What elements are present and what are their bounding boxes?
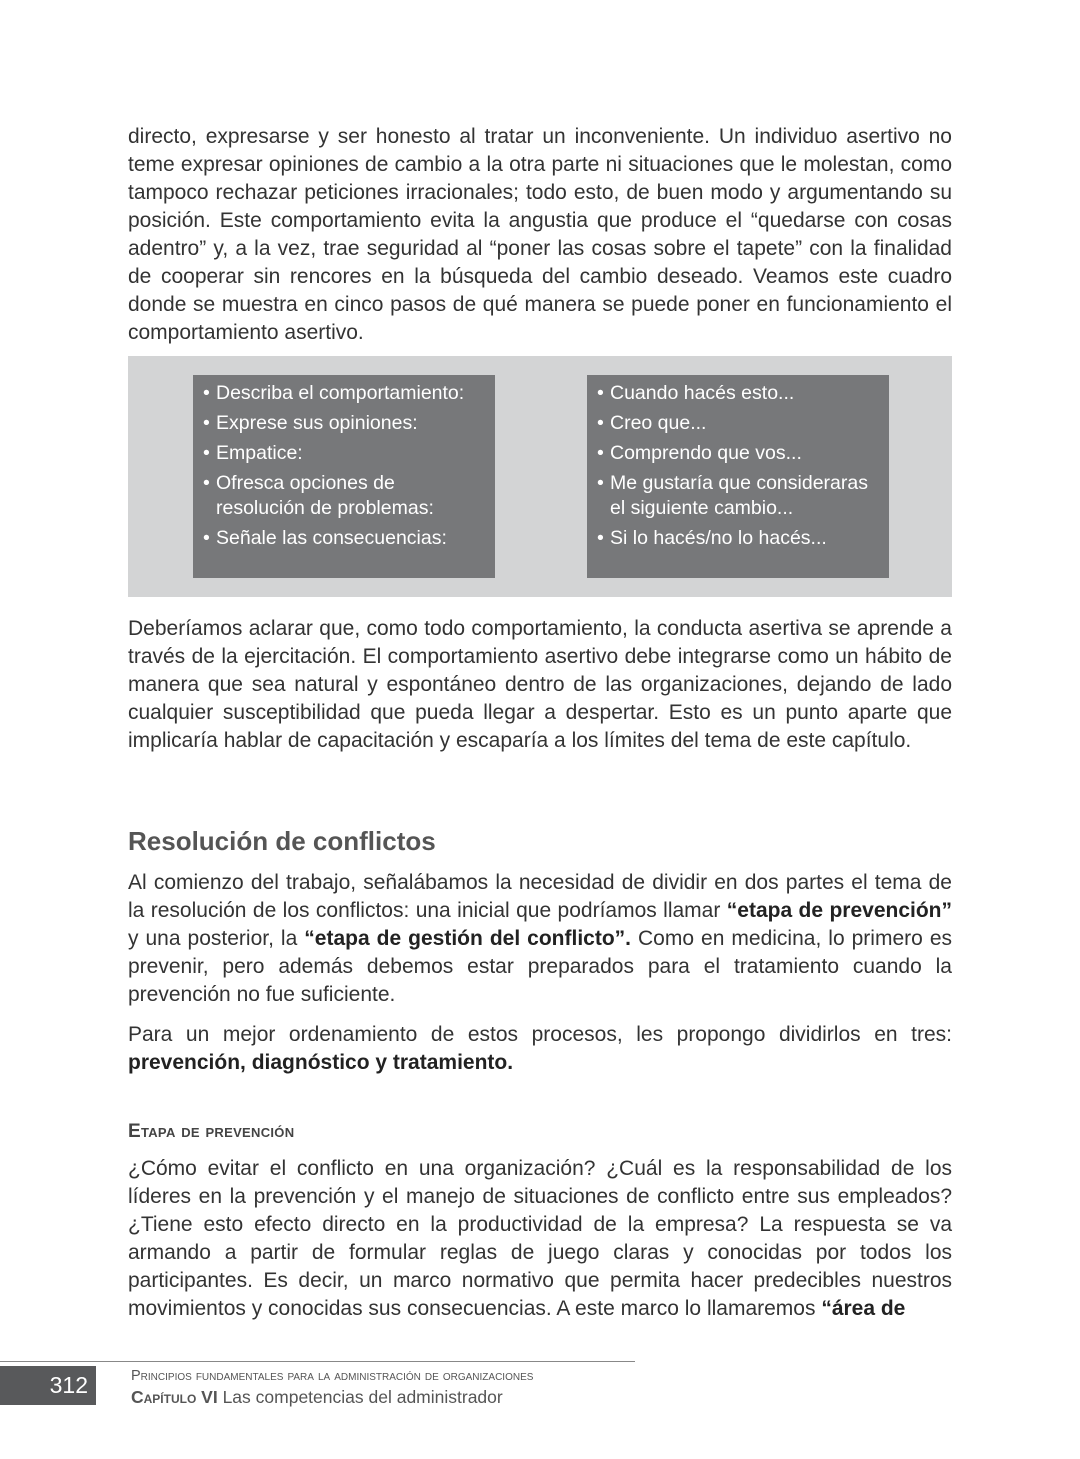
page-number: 312 (0, 1366, 96, 1405)
assertive-steps-figure (128, 356, 952, 597)
paragraph-assertive-intro (128, 123, 952, 347)
step-item: • Describa el comportamiento: (203, 381, 485, 406)
step-item: • Ofresca opciones de resolución de problemas: (203, 471, 485, 521)
text-run: Para un mejor ordenamiento de estos procesos, les propongo dividirlos en tres: (128, 1023, 952, 1046)
text-run: y una posterior, la (128, 927, 305, 950)
phrase-item: • Creo que... (597, 411, 879, 436)
body-text (128, 869, 952, 1009)
book-title: Principios fundamentales para la administración de organizaciones (131, 1368, 534, 1384)
body-text: directo, expresarse y ser honesto al tratar un inconveniente. Un individuo asertivo no teme expresar opiniones de cambio a la otra parte ni situaciones que le molestan, como tampoco rechazar peticiones irracionales; todo esto, de buen modo y argumentando su posición. Este comportamiento evita la angustia que produce el “quedarse con cosas adentro” y, a la vez, trae seguridad al “poner las cosas sobre el tapete” con la finalidad de cooperar sin rencores en la búsqueda del cambio deseado. Veamos este cuadro donde se muestra en cinco pasos de qué manera se puede poner en funcionamiento el comportamiento asertivo. (128, 125, 952, 344)
bold-text: “área de (821, 1297, 906, 1320)
chapter-title: Las competencias del administrador (222, 1387, 503, 1407)
chapter-line (131, 1387, 503, 1408)
section-heading: Resolución de conflictos (128, 826, 436, 856)
paragraph-learning (128, 615, 952, 755)
bold-text: “etapa de gestión del conflicto”. (304, 927, 632, 950)
subsection-heading: Etapa de prevención (128, 1121, 295, 1142)
steps-box (193, 375, 495, 578)
text-run: ¿Cómo evitar el conflicto en una organización? ¿Cuál es la responsabilidad de los líderes en la prevención y el manejo de situaciones de conflicto entre sus empleados? ¿Tiene esto efecto directo en la productividad de la empresa? La respuesta se va armando a partir de formular reglas de juego claras y conocidas por todos los participantes. Es decir, un marco normativo que permita hacer predecibles nuestros movimientos y conocidas sus consecuencias. A este marco lo llamaremos (128, 1157, 952, 1320)
body-text (128, 1021, 952, 1077)
bold-text: prevención, diagnóstico y tratamiento. (128, 1051, 514, 1074)
step-item: • Señale las consecuencias: (203, 526, 485, 551)
body-text: Deberíamos aclarar que, como todo comportamiento, la conducta asertiva se aprende a través de la ejercitación. El comportamiento asertivo debe integrarse como un hábito de manera que sea natural y espontáneo dentro de las organizaciones, dejando de lado cualquier susceptibilidad que pueda llegar a despertar. Esto es un punto aparte que implicaría hablar de capacitación y escaparía a los límites del tema de este capítulo. (128, 617, 952, 752)
phrase-item: • Cuando hacés esto... (597, 381, 879, 406)
phrase-item: • Si lo hacés/no lo hacés... (597, 526, 879, 551)
bold-text: “etapa de prevención” (726, 899, 952, 922)
text-run: Al comienzo del trabajo, señalábamos la necesidad de dividir en dos partes el tema de la resolución de los conflictos: una inicial que podríamos llamar (128, 871, 952, 922)
step-item: • Empatice: (203, 441, 485, 466)
body-text (128, 1155, 952, 1323)
phrase-item: • Comprendo que vos... (597, 441, 879, 466)
footer-divider (0, 1361, 635, 1362)
step-item: • Exprese sus opiniones: (203, 411, 485, 436)
phrases-box (587, 375, 889, 578)
text-run: Como en medicina, lo primero es prevenir, pero además debemos estar preparados para el tratamiento cuando la prevención no fue suficiente. (128, 927, 952, 1006)
section-conflict-resolution (128, 826, 952, 1323)
chapter-label: Capítulo VI (131, 1387, 218, 1407)
phrase-item: • Me gustaría que consideraras el siguiente cambio... (597, 471, 879, 521)
